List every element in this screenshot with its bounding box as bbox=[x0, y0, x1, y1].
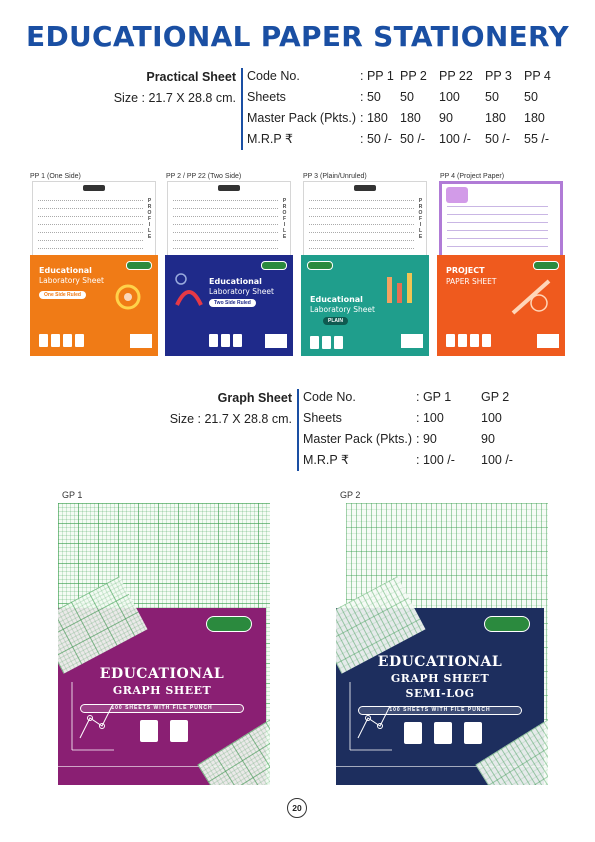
table-row bbox=[303, 450, 521, 471]
mrp-box-icon bbox=[537, 334, 559, 348]
cell: GP 2 bbox=[481, 390, 510, 404]
line-plot-icon bbox=[344, 678, 394, 758]
mrp-box-icon bbox=[464, 722, 482, 744]
cell: PP 3 bbox=[485, 69, 512, 83]
cell: : PP 1 bbox=[360, 69, 394, 83]
feature-icons bbox=[446, 334, 506, 348]
practical-name: Practical Sheet bbox=[146, 70, 236, 84]
page-number: 20 bbox=[287, 798, 307, 818]
table-row bbox=[303, 387, 521, 408]
feature-icons bbox=[39, 334, 99, 348]
cell: PP 22 bbox=[439, 69, 473, 83]
cover-line1: Educational bbox=[209, 277, 262, 286]
cell: 100 bbox=[481, 411, 502, 425]
cover-line1: PROJECT bbox=[446, 266, 485, 275]
row-label: Sheets bbox=[303, 411, 342, 425]
cell: : GP 1 bbox=[416, 390, 452, 404]
brand-header-icon bbox=[218, 185, 240, 191]
cover-line2: GRAPH SHEET bbox=[390, 672, 490, 685]
product-cover bbox=[301, 255, 429, 356]
cover-line2: Laboratory Sheet bbox=[209, 287, 274, 296]
product-image-pp3 bbox=[301, 181, 429, 356]
cover-line1: EDUCATIONAL bbox=[377, 654, 503, 670]
product-cover bbox=[165, 255, 293, 356]
cover-line1: Educational bbox=[310, 295, 363, 304]
table-row bbox=[247, 108, 558, 129]
cell: : 50 /- bbox=[360, 132, 392, 146]
cell: PP 4 bbox=[524, 69, 551, 83]
practical-spec-label bbox=[90, 67, 236, 109]
product-caption-pp3: PP 3 (Plain/Unruled) bbox=[303, 173, 367, 180]
row-label: Code No. bbox=[247, 69, 300, 83]
cell: : 180 bbox=[360, 111, 388, 125]
cell: 50 bbox=[485, 90, 499, 104]
sheet-preview bbox=[167, 181, 291, 261]
feature-icon bbox=[434, 722, 452, 744]
cover-line2: GRAPH SHEET bbox=[112, 684, 212, 697]
cover-pill: One Side Ruled bbox=[39, 291, 86, 299]
feature-icons bbox=[209, 334, 269, 348]
cell: 50 /- bbox=[485, 132, 511, 146]
cell: 50 bbox=[524, 90, 538, 104]
brand-logo-icon bbox=[126, 261, 152, 270]
product-image-pp1 bbox=[30, 181, 158, 356]
cell: 180 bbox=[485, 111, 506, 125]
cover-line2: Laboratory Sheet bbox=[310, 305, 375, 314]
product-image-pp4 bbox=[437, 181, 565, 356]
cover-line3: SEMI-LOG bbox=[405, 687, 475, 700]
feature-icon bbox=[170, 720, 188, 742]
brand-header-icon bbox=[83, 185, 105, 191]
science-doodle-icon bbox=[108, 277, 148, 317]
cell: 50 /- bbox=[400, 132, 426, 146]
row-label: Sheets bbox=[247, 90, 286, 104]
brand-logo-icon bbox=[307, 261, 333, 270]
table-row bbox=[247, 87, 558, 108]
cell: 50 bbox=[400, 90, 414, 104]
table-row bbox=[303, 429, 521, 450]
row-label: M.R.P ₹ bbox=[247, 132, 293, 146]
feature-icons bbox=[310, 336, 370, 350]
graph-spec-table bbox=[303, 387, 521, 471]
pen-doodle-icon bbox=[509, 275, 559, 319]
cover-line1: EDUCATIONAL bbox=[99, 666, 225, 682]
product-caption-gp2: GP 2 bbox=[340, 490, 361, 500]
practical-size: Size : 21.7 X 28.8 cm. bbox=[113, 91, 236, 105]
cell: : 50 bbox=[360, 90, 381, 104]
graph-divider bbox=[297, 389, 299, 471]
cell: 90 bbox=[481, 432, 495, 446]
feature-icon bbox=[404, 722, 422, 744]
table-row bbox=[303, 408, 521, 429]
corner-art-icon bbox=[446, 187, 468, 203]
cell: 90 bbox=[439, 111, 453, 125]
sheet-preview bbox=[303, 181, 427, 261]
cover-line2: Laboratory Sheet bbox=[39, 276, 104, 285]
graph-spec-label bbox=[145, 388, 292, 430]
lab-flask-icon bbox=[381, 267, 425, 313]
line-plot-icon bbox=[66, 678, 116, 758]
brand-header-icon bbox=[354, 185, 376, 191]
profile-vertical-text: P R O F I L E bbox=[147, 198, 152, 240]
cell: : 100 bbox=[416, 411, 444, 425]
brand-logo-icon bbox=[484, 616, 530, 632]
row-label: M.R.P ₹ bbox=[303, 453, 349, 467]
cell: 100 /- bbox=[439, 132, 471, 146]
mrp-box-icon bbox=[130, 334, 152, 348]
cell: PP 2 bbox=[400, 69, 427, 83]
brand-logo-icon bbox=[206, 616, 252, 632]
row-label: Code No. bbox=[303, 390, 356, 404]
page-title: EDUCATIONAL PAPER STATIONERY bbox=[26, 20, 569, 53]
cover-pill: PLAIN bbox=[323, 317, 348, 325]
cover-band: 100 SHEETS WITH FILE PUNCH bbox=[358, 706, 522, 715]
feature-icon bbox=[140, 720, 158, 742]
product-caption-pp1: PP 1 (One Side) bbox=[30, 173, 81, 180]
row-label: Master Pack (Pkts.) bbox=[303, 432, 413, 446]
mrp-box-icon bbox=[265, 334, 287, 348]
sheet-preview bbox=[439, 181, 563, 261]
cell: : 90 bbox=[416, 432, 437, 446]
sheet-preview bbox=[32, 181, 156, 261]
row-label: Master Pack (Pkts.) bbox=[247, 111, 357, 125]
cell: : 100 /- bbox=[416, 453, 455, 467]
graph-size: Size : 21.7 X 28.8 cm. bbox=[169, 412, 292, 426]
product-caption-gp1: GP 1 bbox=[62, 490, 83, 500]
table-row bbox=[247, 129, 558, 150]
product-image-pp2 bbox=[165, 181, 293, 356]
graph-name: Graph Sheet bbox=[217, 391, 292, 405]
profile-vertical-text: P R O F I L E bbox=[282, 198, 287, 240]
table-row bbox=[247, 66, 558, 87]
cell: 180 bbox=[524, 111, 545, 125]
brand-logo-icon bbox=[533, 261, 559, 270]
cover-line1: Educational bbox=[39, 266, 92, 275]
product-image-gp2 bbox=[336, 503, 548, 785]
brand-logo-icon bbox=[261, 261, 287, 270]
practical-divider bbox=[241, 68, 243, 150]
magnet-doodle-icon bbox=[169, 265, 209, 325]
cell: 180 bbox=[400, 111, 421, 125]
product-cover bbox=[30, 255, 158, 356]
cell: 100 /- bbox=[481, 453, 513, 467]
product-caption-pp4: PP 4 (Project Paper) bbox=[440, 173, 505, 180]
profile-vertical-text: P R O F I L E bbox=[418, 198, 423, 240]
cell: 55 /- bbox=[524, 132, 550, 146]
cover-line2: PAPER SHEET bbox=[446, 277, 497, 286]
product-image-gp1 bbox=[58, 503, 270, 785]
cell: 100 bbox=[439, 90, 460, 104]
cover-band: 100 SHEETS WITH FILE PUNCH bbox=[80, 704, 244, 713]
mrp-box-icon bbox=[401, 334, 423, 348]
practical-spec-table bbox=[247, 66, 558, 150]
product-caption-pp2: PP 2 / PP 22 (Two Side) bbox=[166, 173, 242, 180]
cover-pill: Two Side Ruled bbox=[209, 299, 256, 307]
product-cover bbox=[437, 255, 565, 356]
